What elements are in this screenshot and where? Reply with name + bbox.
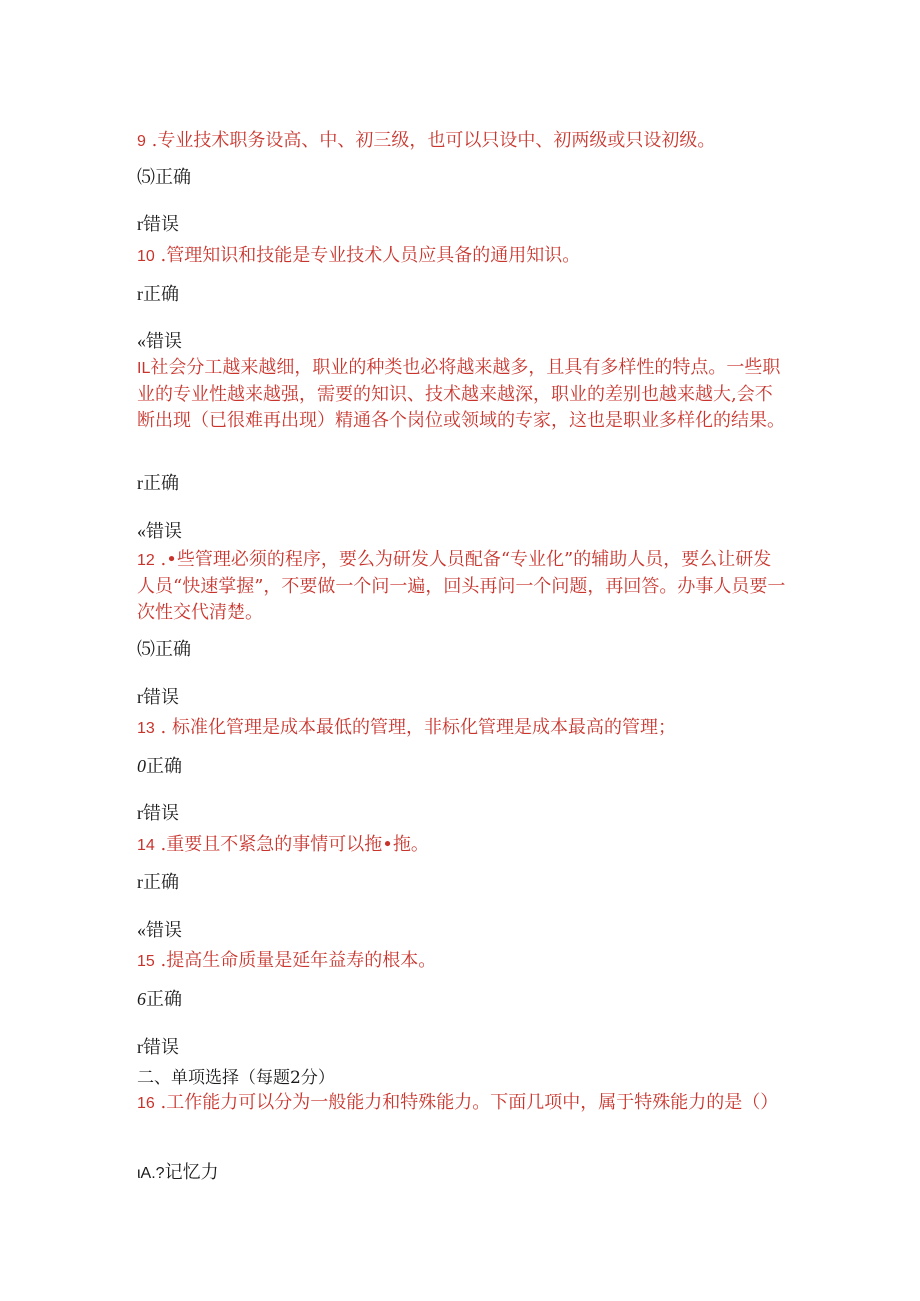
radio-mark: r: [137, 687, 143, 707]
radio-mark: ⑸: [137, 639, 155, 659]
option-label: 正确: [143, 473, 179, 494]
question-text: .重要且不紧急的事情可以拖•拖。: [154, 834, 429, 855]
option-correct[interactable]: [137, 164, 191, 191]
radio-mark: r: [137, 803, 143, 823]
question-15: [137, 948, 436, 975]
option-wrong[interactable]: [137, 917, 182, 944]
question-number: 16: [137, 1095, 155, 1112]
option-label: 正确: [143, 284, 179, 305]
radio-mark: ιA.?: [137, 1165, 165, 1182]
radio-mark: ⑸: [137, 167, 155, 187]
option-correct[interactable]: [137, 986, 182, 1013]
option-label: 错误: [146, 331, 182, 352]
option-wrong[interactable]: [137, 800, 179, 827]
option-label: 正确: [143, 872, 179, 893]
radio-mark: r: [137, 1037, 143, 1057]
option-correct[interactable]: [137, 281, 179, 308]
question-text: . 标准化管理是成本最低的管理，非标化管理是成本最高的管理；: [154, 717, 676, 738]
option-label: 正确: [155, 167, 191, 188]
option-wrong[interactable]: [137, 684, 179, 711]
question-text: .工作能力可以分为一般能力和特殊能力。下面几项中，属于特殊能力的是（）: [154, 1092, 779, 1113]
question-11: [137, 355, 787, 434]
question-number: 14: [137, 837, 155, 854]
question-text: .•些管理必须的程序，要么为研发人员配备“专业化”的辅助人员，要么让研发人员“快速掌握”，不要做一个问一遍，回头再问一个问题，再回答。办事人员要一次性交代清楚。: [137, 549, 786, 623]
option-correct[interactable]: [137, 636, 191, 663]
radio-mark: «: [137, 920, 146, 940]
option-label: 正确: [146, 989, 182, 1010]
question-14: [137, 832, 429, 859]
radio-mark: r: [137, 284, 143, 304]
option-label: 错误: [143, 687, 179, 708]
radio-mark: 0: [137, 756, 146, 776]
option-a[interactable]: [137, 1160, 219, 1187]
option-correct[interactable]: [137, 869, 179, 896]
question-9: [137, 128, 715, 155]
radio-mark: r: [137, 872, 143, 892]
question-12: [137, 547, 787, 626]
question-number: IL: [137, 360, 151, 377]
option-label: 正确: [146, 756, 182, 777]
option-label: 记忆力: [164, 1162, 219, 1183]
option-wrong[interactable]: [137, 328, 182, 355]
section-heading: 二、单项选择（每题2分）: [137, 1068, 335, 1088]
question-number: 9: [137, 133, 146, 150]
option-label: 正确: [155, 639, 191, 660]
question-13: [137, 715, 676, 742]
radio-mark: «: [137, 521, 146, 541]
option-wrong[interactable]: [137, 211, 179, 238]
option-label: 错误: [143, 803, 179, 824]
question-number: 12: [137, 552, 155, 569]
question-number: 15: [137, 953, 155, 970]
question-number: 10: [137, 248, 155, 265]
question-number: 13: [137, 720, 155, 737]
radio-mark: «: [137, 331, 146, 351]
question-text: 社会分工越来越细，职业的种类也必将越来越多，且具有多样性的特点。一些职业的专业性越来越强，需要的知识、技术越来越深，职业的差别也越来越大,会不断出现（已很难再出现）精通各个岗位或领域的专家，这也是职业多样化的结果。: [137, 357, 785, 431]
option-correct[interactable]: [137, 470, 179, 497]
option-label: 错误: [143, 214, 179, 235]
question-10: [137, 243, 580, 270]
option-label: 错误: [146, 521, 182, 542]
option-correct[interactable]: [137, 753, 182, 780]
option-label: 错误: [143, 1037, 179, 1058]
option-wrong[interactable]: [137, 1034, 179, 1061]
option-label: 错误: [146, 920, 182, 941]
question-text: .管理知识和技能是专业技术人员应具备的通用知识。: [154, 245, 581, 266]
radio-mark: r: [137, 473, 143, 493]
radio-mark: r: [137, 214, 143, 234]
option-wrong[interactable]: [137, 518, 182, 545]
question-text: .专业技术职务设高、中、初三级，也可以只设中、初两级或只设初级。: [145, 130, 716, 151]
radio-mark: 6: [137, 989, 146, 1009]
question-text: .提高生命质量是延年益寿的根本。: [154, 950, 437, 971]
question-16: [137, 1090, 787, 1117]
